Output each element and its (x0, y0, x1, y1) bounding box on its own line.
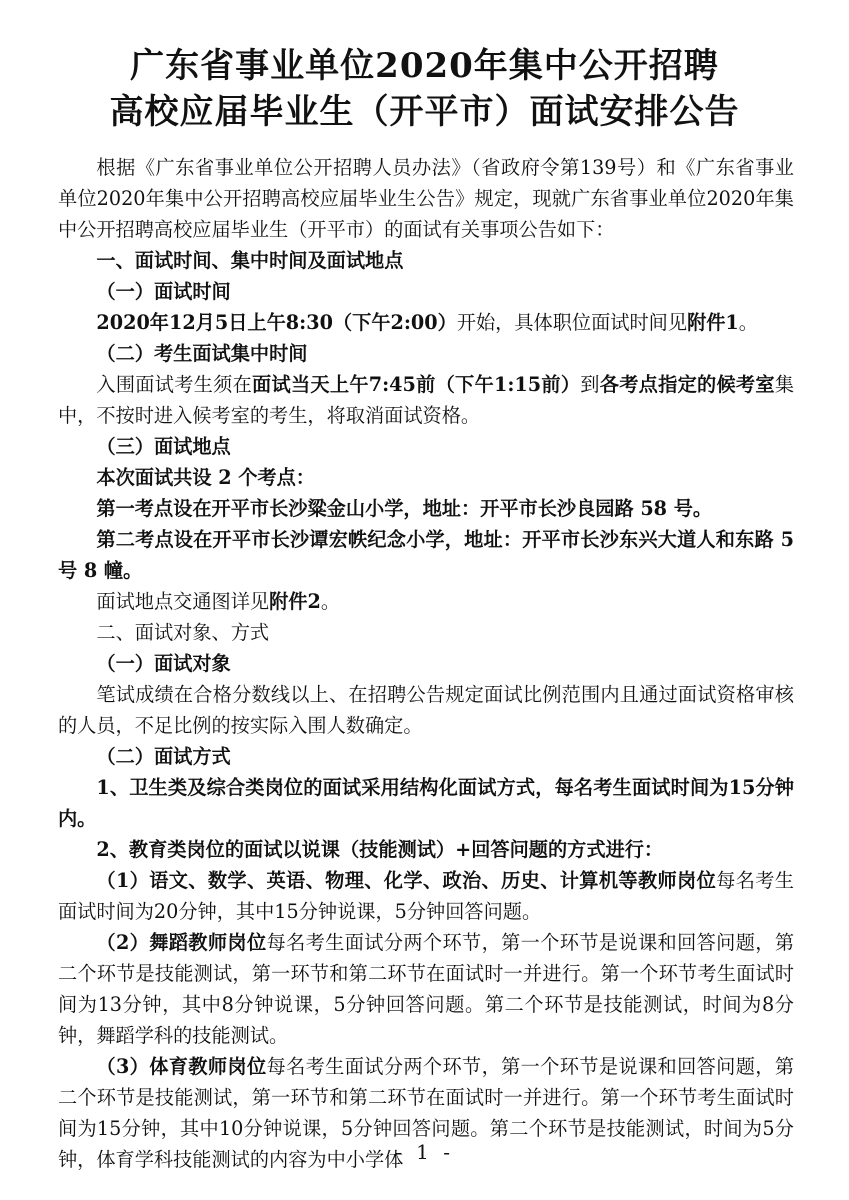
venue-map-paragraph (58, 586, 794, 617)
venue-2: 第二考点设在开平市长沙谭宏帙纪念小学，地址：开平市长沙东兴大道人和东路 5 号 8 幢。 (58, 528, 794, 582)
document-body (58, 152, 794, 1175)
method-item-2: 2、教育类岗位的面试以说课（技能测试）+回答问题的方式进行： (96, 838, 664, 861)
method-sub-2 (58, 927, 794, 1051)
section-2-2-heading: （二）面试方式 (96, 745, 231, 768)
method-sub-3-title: （3）体育教师岗位 (96, 1055, 267, 1078)
interview-target-paragraph: 笔试成绩在合格分数线以上、在招聘公告规定面试比例范围内且通过面试资格审核的人员，不足比例的按实际入围人数确定。 (58, 683, 794, 737)
interview-time-paragraph (58, 307, 794, 338)
page-number: - 1 - (395, 1140, 454, 1164)
venue-count: 本次面试共设 2 个考点： (96, 466, 315, 489)
attachment-1-ref: 附件1 (687, 311, 739, 334)
method-sub-2-title: （2）舞蹈教师岗位 (96, 931, 267, 954)
interview-time-date: 2020年12月5日上午8:30（下午2:00） (96, 311, 457, 334)
section-2-heading: 二、面试对象、方式 (96, 621, 270, 644)
method-item-1: 1、卫生类及综合类岗位的面试采用结构化面试方式，每名考生面试时间为15分钟内。 (58, 776, 794, 830)
gathering-deadline: 面试当天上午7:45前（下午1:15前） (252, 373, 581, 396)
gathering-time-paragraph (58, 369, 794, 431)
section-1-2-heading: （二）考生面试集中时间 (96, 342, 308, 365)
section-1-1-heading: （一）面试时间 (96, 280, 231, 303)
gathering-text-a: 入围面试考生须在 (96, 373, 253, 396)
venue-map-text: 面试地点交通图详见 (96, 590, 270, 613)
attachment-2-ref: 附件2 (269, 590, 321, 613)
intro-paragraph: 根据《广东省事业单位公开招聘人员办法》（省政府令第139号）和《广东省事业单位2020年集中公开招聘高校应届毕业生公告》规定，现就广东省事业单位2020年集中公开招聘高校应届毕业生（开平市）的面试有关事项公告如下： (58, 156, 794, 241)
method-sub-1-text: 每名考生面试时间为20分钟，其中15分钟说课，5分钟回答问题。 (58, 869, 794, 923)
waiting-room: 各考点指定的候考室 (599, 373, 775, 396)
interview-time-text: 开始，具体职位面试时间见 (456, 311, 688, 334)
interview-time-end: 。 (738, 311, 758, 334)
section-1-heading: 一、面试时间、集中时间及面试地点 (96, 249, 404, 272)
gathering-text-c: 到 (580, 373, 600, 396)
method-sub-1 (58, 865, 794, 927)
document-title-line-1: 广东省事业单位2020年集中公开招聘 (130, 46, 719, 86)
method-sub-2-text: 每名考生面试分两个环节，第一个环节是说课和回答问题，第二个环节是技能测试，第一环节和第二环节在面试时一并进行。第一个环节考生面试时间为13分钟，其中8分钟说课，5分钟回答问题。第二个环节是技能测试，时间为8分钟，舞蹈学科的技能测试。 (58, 931, 795, 1047)
method-sub-1-title: （1）语文、数学、英语、物理、化学、政治、历史、计算机等教师岗位 (96, 869, 717, 892)
method-sub-3-text: 每名考生面试分两个环节，第一个环节是说课和回答问题，第二个环节是技能测试，第一环节和第二环节在面试时一并进行。第一个环节考生面试时间为15分钟，其中10分钟说课，5分钟回答问题。第二个环节是技能测试，时间为5分钟，体育学科技能测试的内容为中小学体 (58, 1055, 795, 1171)
section-2-1-heading: （一）面试对象 (96, 652, 231, 675)
venue-1: 第一考点设在开平市长沙粱金山小学，地址：开平市长沙良园路 58 号。 (96, 497, 713, 520)
section-1-3-heading: （三）面试地点 (96, 435, 231, 458)
document-title-line-2: 高校应届毕业生（开平市）面试安排公告 (109, 92, 740, 132)
gathering-text-e: 集中，不按时进入候考室的考生，将取消面试资格。 (58, 373, 795, 427)
venue-map-end: 。 (320, 590, 340, 613)
